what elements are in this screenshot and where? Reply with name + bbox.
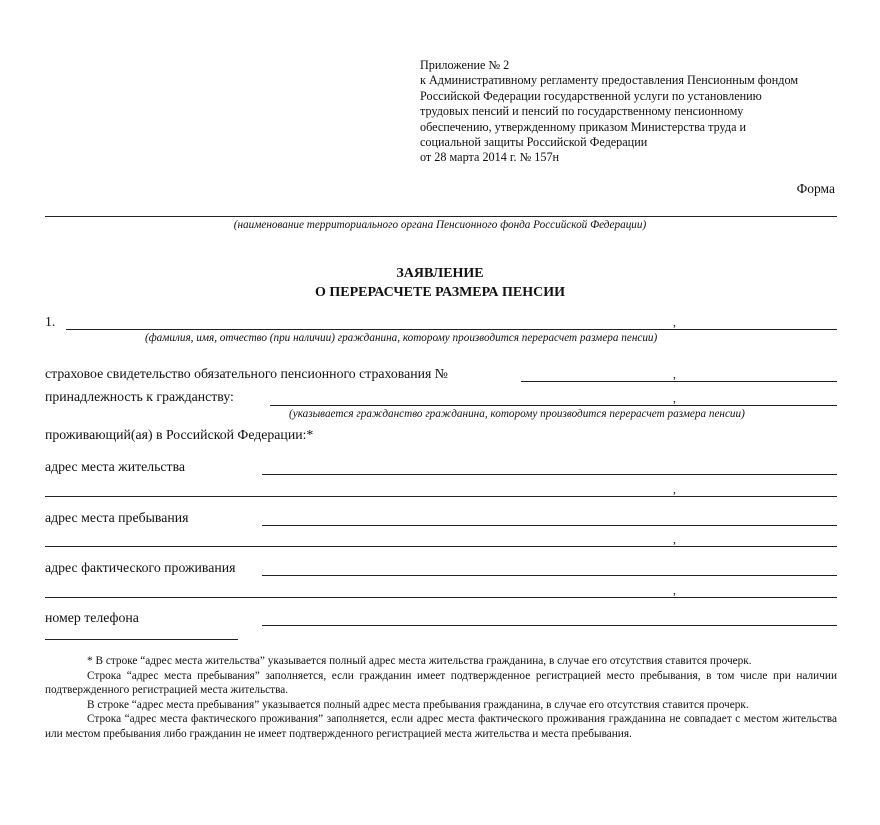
appendix-line: к Административному регламенту предоставления Пенсионным фондом xyxy=(420,73,799,88)
appendix-line: Российской Федерации государственной услуги по установлению xyxy=(420,88,762,103)
comma-mark: , xyxy=(673,391,676,405)
actual-address-line-1[interactable] xyxy=(262,575,837,576)
appendix-line: трудовых пенсий и пенсий по государственному пенсионному xyxy=(420,104,744,119)
footnote-paragraph: Строка “адрес места фактического проживания” заполняется, если адрес места фактического проживания гражданина не совпадает с местом жительства или местом пребывания либо гражданин не имеет подтвержденного регистрацией места жительства и места пребывания. xyxy=(45,713,837,740)
organ-caption: (наименование территориального органа Пенсионного фонда Российской Федерации) xyxy=(233,219,647,231)
actual-address-line-2[interactable] xyxy=(45,597,837,598)
footnote-paragraph: Строка “адрес места пребывания” заполняется, если гражданин имеет подтвержденное регистрацией место пребывания, в том числе при наличии подтвержденного регистрацией места жительства. xyxy=(45,669,837,697)
residence-address-line-2[interactable] xyxy=(45,496,837,497)
document-subtitle: О ПЕРЕРАСЧЕТЕ РАЗМЕРА ПЕНСИИ xyxy=(314,285,566,300)
fio-field-line[interactable] xyxy=(66,329,837,330)
residing-label: проживающий(ая) в Российской Федерации:* xyxy=(45,427,314,442)
residence-address-label: адрес места жительства xyxy=(45,459,186,474)
comma-mark: , xyxy=(673,532,676,546)
citizenship-label: принадлежность к гражданству: xyxy=(45,389,234,404)
citizenship-caption: (указывается гражданство гражданина, которому производится перерасчет размера пенсии) xyxy=(289,408,745,420)
phone-field-line[interactable] xyxy=(262,625,837,626)
document-title: ЗАЯВЛЕНИЕ xyxy=(396,266,484,281)
appendix-line: от 28 марта 2014 г. № 157н xyxy=(420,150,560,165)
form-label: Форма xyxy=(796,181,835,196)
residence-address-line-1[interactable] xyxy=(262,474,837,475)
comma-mark: , xyxy=(673,367,676,381)
snils-field-line[interactable] xyxy=(521,381,837,382)
footnote-paragraph: * В строке “адрес места жительства” указывается полный адрес места жительства гражданина, в случае его отсутствия ставится прочерк. xyxy=(87,655,752,667)
section-number: 1. xyxy=(45,314,56,329)
comma-mark: , xyxy=(673,583,676,597)
appendix-block xyxy=(420,58,840,166)
citizenship-field-line[interactable] xyxy=(270,405,837,406)
stay-address-label: адрес места пребывания xyxy=(45,510,189,525)
footnotes xyxy=(45,654,837,742)
snils-label: страховое свидетельство обязательного пенсионного страхования № xyxy=(45,366,448,381)
stay-address-line-1[interactable] xyxy=(262,525,837,526)
stay-address-line-2[interactable] xyxy=(45,546,837,547)
comma-mark: , xyxy=(673,482,676,496)
appendix-line: Приложение № 2 xyxy=(420,58,510,72)
comma-mark: , xyxy=(673,315,676,329)
footnote-paragraph: В строке “адрес места пребывания” указывается полный адрес места пребывания гражданина, в случае его отсутствия ставится прочерк. xyxy=(87,698,749,711)
phone-label: номер телефона xyxy=(45,610,139,625)
footnote-separator xyxy=(45,639,238,640)
actual-address-label: адрес фактического проживания xyxy=(45,560,236,575)
appendix-line: обеспечению, утвержденному приказом Министерства труда и xyxy=(420,119,747,134)
organ-field-line[interactable] xyxy=(45,216,837,217)
fio-caption: (фамилия, имя, отчество (при наличии) гражданина, которому производится перерасчет размера пенсии) xyxy=(145,332,658,344)
appendix-line: социальной защиты Российской Федерации xyxy=(420,135,648,150)
